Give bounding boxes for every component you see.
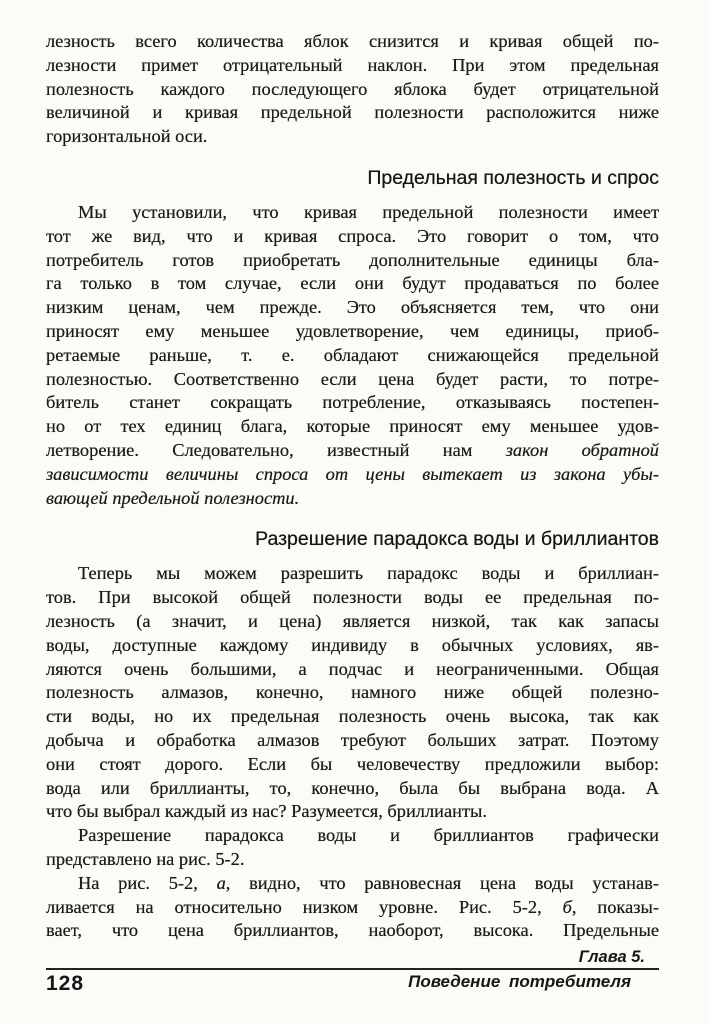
text-line [46,824,659,848]
footer-running-title: Поведение потребителя [408,972,631,992]
text-line [46,705,659,729]
text-line [46,753,659,777]
text-line [46,54,659,78]
text-line [46,729,659,753]
text-line [46,391,659,415]
text-segment: тов. При высокой общей полезности воды ее предельная по- [46,587,659,608]
italic-text-segment: закон обратной [505,439,660,460]
text-line [46,658,659,682]
text-segment: но от тех единиц блага, которые приносят ему меньшее удов- [46,416,659,437]
paragraph [46,562,659,824]
text-line [46,800,659,824]
text-line [46,249,659,273]
text-segment: На рис. 5-2, [78,872,217,893]
text-segment: ретаемые раньше, т. е. обладают снижающейся предельной [46,344,659,365]
text-segment: вода или бриллианты, то, конечно, была бы выбрана вода. А [46,777,659,798]
text-line [46,296,659,320]
italic-text-segment: зависимости величины спроса от цены вытекает из закона убы- [46,463,659,484]
text-segment: горизонтальной оси. [46,126,208,147]
text-segment: полезность алмазов, конечно, намного ниже общей полезно- [46,682,659,703]
italic-text-segment: вающей предельной полезности. [46,487,300,508]
text-segment: лезность (а значит, и цена) является низкой, так как запасы [46,610,659,631]
text-segment: воды, доступные каждому индивиду в обычных условиях, яв- [46,634,659,655]
footer-chapter-label: Глава 5. [578,948,645,967]
text-segment: величиной и кривая предельной полезности расположится ниже [46,102,659,123]
text-line [46,487,659,511]
text-line [46,78,659,102]
text-segment: потребитель готов приобретать дополнительные единицы бла- [46,249,659,270]
text-line [46,225,659,249]
text-line [46,272,659,296]
text-segment: лезность всего количества яблок снизится и кривая общей по- [46,31,659,51]
text-segment: вает, что цена бриллиантов, наоборот, высока. Предельные [46,920,659,941]
footer-rule [46,968,659,970]
text-segment: что бы выбрал каждый из нас? Разумеется, бриллианты. [46,801,487,822]
text-line [46,634,659,658]
text-segment: добыча и обработка алмазов требуют больших затрат. Поэтому [46,729,659,750]
text-segment: ливается на относительно низком уровне. Рис. 5-2, [46,896,563,917]
text-line [46,30,659,54]
text-segment: битель станет сокращать потребление, отказываясь постепен- [46,392,659,413]
paragraph [46,824,659,872]
text-line [46,201,659,225]
text-segment: сти воды, но их предельная полезность очень высока, так как [46,706,659,727]
text-segment: га только в том случае, если они будут продаваться по более [46,273,659,294]
text-line [46,896,659,920]
page-footer [46,947,659,996]
text-line [46,848,659,872]
text-segment: тот же вид, что и кривая спроса. Это говорит о том, что [46,225,659,246]
text-line [46,777,659,801]
text-line [46,125,659,149]
paragraph [46,30,659,149]
text-segment: Мы установили, что кривая предельной полезности имеет [78,201,659,222]
text-line [46,872,659,896]
text-segment: летворение. Следовательно, известный нам [46,439,506,460]
text-line [46,439,659,463]
italic-text-segment: а [216,872,226,893]
text-segment: лезности примет отрицательный наклон. При этом предельная [46,54,659,75]
text-segment: , видно, что равновесная цена воды устанав- [225,872,659,893]
text-segment: , показы- [571,896,659,917]
paragraph [46,872,659,943]
text-line [46,586,659,610]
text-segment: ляются очень большими, а подчас и неограниченными. Общая [46,658,659,679]
text-line [46,344,659,368]
text-segment: приносят ему меньшее удовлетворение, чем единицы, приоб- [46,320,659,341]
text-segment: представлено на рис. 5-2. [46,848,245,869]
text-line [46,562,659,586]
section-heading: Разрешение парадокса воды и бриллиантов [255,528,659,551]
text-line [46,681,659,705]
page-body [46,30,659,943]
text-line [46,463,659,487]
section-heading: Предельная полезность и спрос [367,166,659,189]
page-number: 128 [46,972,85,996]
text-segment: полезностью. Соответственно если цена будет расти, то потре- [46,368,659,389]
text-line [46,415,659,439]
footer-bottom-row [46,972,659,996]
paragraph [46,201,659,510]
text-line [46,101,659,125]
text-segment: Теперь мы можем разрешить парадокс воды и бриллиан- [78,563,659,584]
italic-text-segment: б [562,896,572,917]
text-segment: Разрешение парадокса воды и бриллиантов графически [78,825,659,846]
text-segment: они стоят дорого. Если бы человечеству предложили выбор: [46,753,659,774]
text-segment: полезность каждого последующего яблока будет отрицательной [46,78,659,99]
text-line [46,368,659,392]
text-segment: низким ценам, чем прежде. Это объясняется тем, что они [46,297,659,318]
text-line [46,610,659,634]
text-line [46,320,659,344]
text-line [46,919,659,943]
